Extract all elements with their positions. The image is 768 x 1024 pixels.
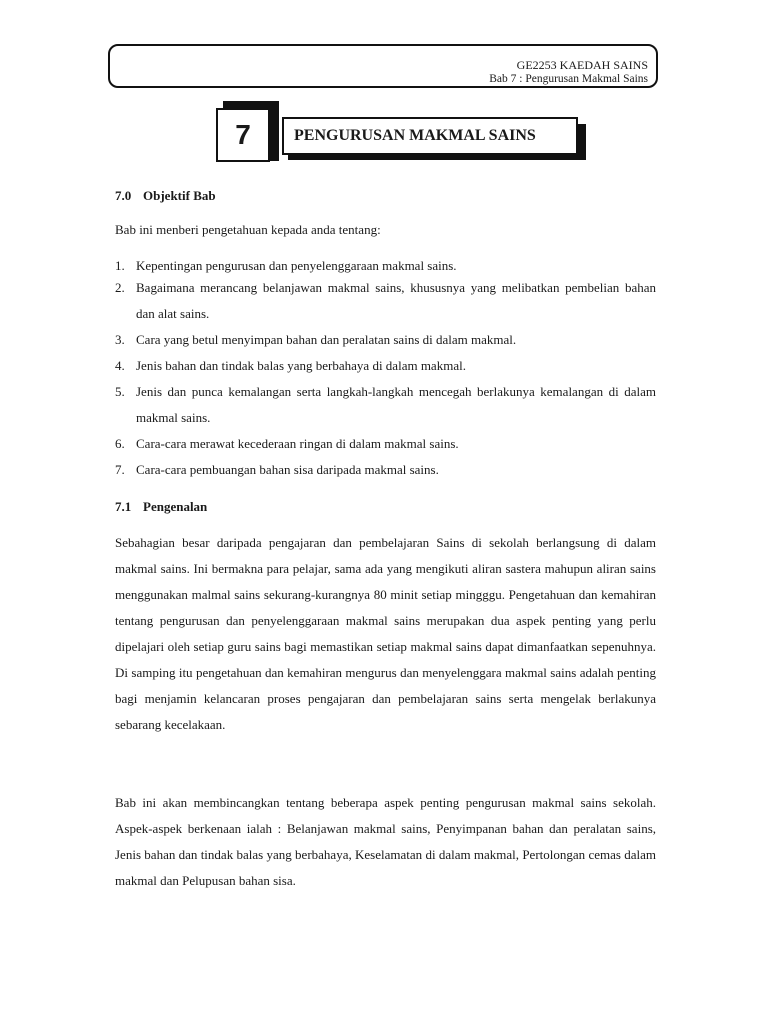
list-item: 7. Cara-cara pembuangan bahan sisa daripada makmal sains. (115, 462, 439, 477)
section-title: Pengenalan (143, 499, 208, 514)
paragraph: Sebahagian besar daripada pengajaran dan pembelajaran Sains di sekolah berlangsung di dalam makmal sains. Ini bermakna para pelajar, sama ada yang mengikuti aliran sastera mahupun aliran sains menggunakan malmal sains sekurang-kurangnya 80 minit setiap mingggu. Pengetahuan dan kemahiran tentang pengurusan dan penyelenggaraan makmal sains merupakan dua aspek penting yang perlu dipelajari oleh setiap guru sains bagi memastikan setiap makmal sains dapat dimanfaatkan sepenuhnya. Di samping itu pengetahuan dan kemahiran mengurus dan menyelenggara makmal sains adalah penting bagi menjamin kelancaran proses pengajaran dan pembelajaran sains serta mengelak berlakunya sebarang kecelakaan. (115, 535, 656, 732)
course-code: GE2253 KAEDAH SAINS (516, 58, 648, 72)
chapter-reference: Bab 7 : Pengurusan Makmal Sains (489, 73, 648, 85)
section-number: 7.1 (115, 499, 132, 514)
list-item: 2. Bagaimana merancang belanjawan makmal sains, khususnya yang melibatkan pembelian bahan dan alat sains. (115, 280, 656, 321)
paragraph: Bab ini akan membincangkan tentang beberapa aspek penting pengurusan makmal sains sekolah. Aspek-aspek berkenaan ialah : Belanjawan makmal sains, Penyimpanan bahan dan peralatan sains, Jenis bahan dan tindak balas yang berbahaya, Keselamatan di dalam makmal, Pertolongan cemas dalam makmal dan Pelupusan bahan sisa. (115, 795, 656, 888)
list-item: 4. Jenis bahan dan tindak balas yang berbahaya di dalam makmal. (115, 358, 466, 373)
list-item: 5. Jenis dan punca kemalangan serta langkah-langkah mencegah berlakunya kemalangan di dalam makmal sains. (115, 384, 656, 425)
chapter-title: PENGURUSAN MAKMAL SAINS (282, 117, 578, 155)
section-heading-introduction (115, 499, 207, 515)
chapter-number: 7 (216, 108, 270, 162)
section-heading-objective (115, 188, 216, 204)
objective-list (115, 257, 656, 483)
section-number: 7.0 (115, 188, 132, 203)
page-header (108, 44, 658, 88)
section-title: Objektif Bab (143, 188, 216, 203)
list-item: 1. Kepentingan pengurusan dan penyelenggaraan makmal sains. (115, 258, 457, 273)
list-item: 3. Cara yang betul menyimpan bahan dan peralatan sains di dalam makmal. (115, 332, 517, 347)
objective-intro: Bab ini menberi pengetahuan kepada anda tentang: (115, 222, 381, 237)
list-item: 6. Cara-cara merawat kecederaan ringan di dalam makmal sains. (115, 436, 459, 451)
